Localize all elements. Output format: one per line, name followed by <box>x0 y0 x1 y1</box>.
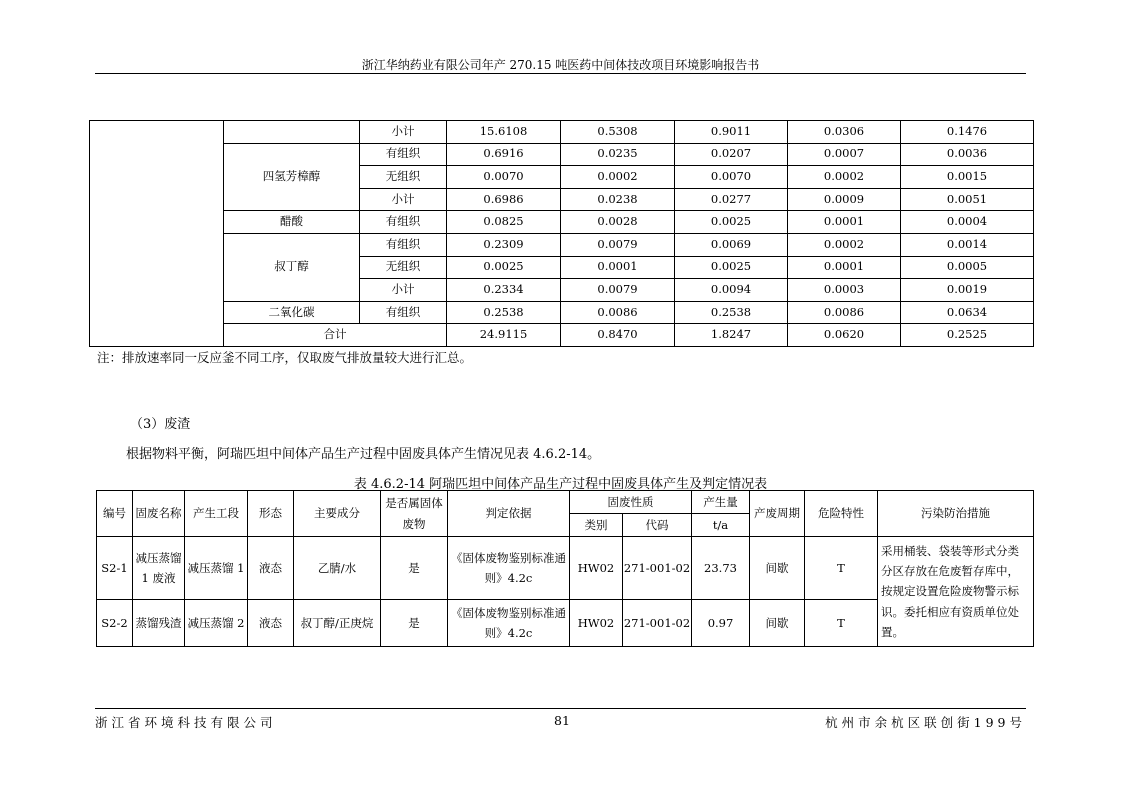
header-component: 主要成分 <box>294 491 381 537</box>
cell-measures: 采用桶装、袋装等形式分类分区存放在危废暂存库中，按规定设置危险废物警示标识。委托相应有资质单位处置。 <box>878 537 1034 647</box>
cell-basis: 《固体废物鉴别标准通则》4.2c <box>448 537 570 600</box>
cell-code: S2-1 <box>97 537 133 600</box>
cell-form: 液态 <box>248 600 294 647</box>
value-cell: 0.0002 <box>788 233 901 256</box>
subtype-cell: 小计 <box>360 121 447 144</box>
value-cell: 0.0094 <box>675 279 788 302</box>
total-value: 0.8470 <box>561 324 675 347</box>
total-row <box>90 324 1034 347</box>
value-cell: 0.2538 <box>447 301 561 324</box>
value-cell: 0.0051 <box>901 188 1034 211</box>
cell-process: 减压蒸馏 2 <box>185 600 248 647</box>
header-measures: 污染防治措施 <box>878 491 1034 537</box>
header-form: 形态 <box>248 491 294 537</box>
value-cell: 0.0070 <box>675 166 788 189</box>
value-cell: 0.5308 <box>561 121 675 144</box>
value-cell: 15.6108 <box>447 121 561 144</box>
value-cell: 0.0001 <box>561 256 675 279</box>
cell-is-waste: 是 <box>381 600 448 647</box>
cell-process: 减压蒸馏 1 <box>185 537 248 600</box>
header-is-waste: 是否属固体废物 <box>381 491 448 537</box>
value-cell: 0.0005 <box>901 256 1034 279</box>
subtype-cell: 小计 <box>360 279 447 302</box>
value-cell: 0.0306 <box>788 121 901 144</box>
cell-component: 叔丁醇/正庚烷 <box>294 600 381 647</box>
solid-waste-table <box>96 490 1034 647</box>
subtype-cell: 无组织 <box>360 256 447 279</box>
value-cell: 0.1476 <box>901 121 1034 144</box>
header-name: 固废名称 <box>133 491 185 537</box>
emissions-table <box>89 120 1034 347</box>
section-heading: （3）废渣 <box>130 417 191 432</box>
cell-name: 蒸馏残渣 <box>133 600 185 647</box>
total-value: 24.9115 <box>447 324 561 347</box>
total-value: 0.2525 <box>901 324 1034 347</box>
cell-component: 乙腈/水 <box>294 537 381 600</box>
footer-address: 杭州市余杭区联创街199号 <box>825 715 1026 730</box>
value-cell: 0.9011 <box>675 121 788 144</box>
value-cell: 0.0025 <box>675 211 788 234</box>
value-cell: 0.0634 <box>901 301 1034 324</box>
value-cell: 0.2538 <box>675 301 788 324</box>
subtype-cell: 无组织 <box>360 166 447 189</box>
value-cell: 0.0825 <box>447 211 561 234</box>
value-cell: 0.0028 <box>561 211 675 234</box>
cell-hazard: T <box>805 600 878 647</box>
table-header-row <box>97 491 1034 514</box>
table-row <box>90 301 1034 324</box>
subtype-cell: 有组织 <box>360 211 447 234</box>
cell-category: HW02 <box>570 537 623 600</box>
body-paragraph: 根据物料平衡，阿瑞匹坦中间体产品生产过程中固废具体产生情况见表 4.6.2-14。 <box>126 447 601 462</box>
table-note: 注：排放速率同一反应釜不同工序，仅取废气排放量较大进行汇总。 <box>97 350 473 365</box>
value-cell: 0.0025 <box>447 256 561 279</box>
value-cell: 0.0207 <box>675 143 788 166</box>
table-row <box>90 233 1034 256</box>
header-category: 类别 <box>570 514 623 537</box>
page-number: 81 <box>554 713 570 728</box>
total-value: 1.8247 <box>675 324 788 347</box>
header-code2: 代码 <box>623 514 692 537</box>
subtype-cell: 有组织 <box>360 233 447 256</box>
table-row <box>97 537 1034 600</box>
cell-amount: 23.73 <box>692 537 750 600</box>
value-cell: 0.0036 <box>901 143 1034 166</box>
value-cell: 0.2334 <box>447 279 561 302</box>
cell-code: S2-2 <box>97 600 133 647</box>
value-cell: 0.0277 <box>675 188 788 211</box>
value-cell: 0.0004 <box>901 211 1034 234</box>
total-label: 合计 <box>224 324 447 347</box>
substance-cell: 四氢芳樟醇 <box>224 143 360 211</box>
header-period: 产废周期 <box>750 491 805 537</box>
header-code: 编号 <box>97 491 133 537</box>
cell-hazard: T <box>805 537 878 600</box>
cell-basis: 《固体废物鉴别标准通则》4.2c <box>448 600 570 647</box>
value-cell: 0.0238 <box>561 188 675 211</box>
header-basis: 判定依据 <box>448 491 570 537</box>
header-hazard: 危险特性 <box>805 491 878 537</box>
header-amount: 产生量 <box>692 491 750 514</box>
table-caption: 表 4.6.2-14 阿瑞匹坦中间体产品生产过程中固废具体产生及判定情况表 <box>353 477 768 492</box>
substance-cell: 叔丁醇 <box>224 233 360 301</box>
cell-code2: 271-001-02 <box>623 600 692 647</box>
value-cell: 0.0014 <box>901 233 1034 256</box>
footer-divider <box>95 708 1026 709</box>
substance-cell: 二氧化碳 <box>224 301 360 324</box>
value-cell: 0.0079 <box>561 279 675 302</box>
value-cell: 0.0002 <box>788 166 901 189</box>
value-cell: 0.0007 <box>788 143 901 166</box>
cell-amount: 0.97 <box>692 600 750 647</box>
table-row <box>90 211 1034 234</box>
subtype-cell: 小计 <box>360 188 447 211</box>
value-cell: 0.0079 <box>561 233 675 256</box>
cell-period: 间歇 <box>750 537 805 600</box>
value-cell: 0.0069 <box>675 233 788 256</box>
cell-code2: 271-001-02 <box>623 537 692 600</box>
cell-name: 减压蒸馏 1 废液 <box>133 537 185 600</box>
value-cell: 0.0001 <box>788 256 901 279</box>
header-unit: t/a <box>692 514 750 537</box>
header-divider <box>95 73 1026 74</box>
cell-form: 液态 <box>248 537 294 600</box>
subtype-cell: 有组织 <box>360 301 447 324</box>
value-cell: 0.0086 <box>561 301 675 324</box>
value-cell: 0.6916 <box>447 143 561 166</box>
header-nature: 固废性质 <box>570 491 692 514</box>
value-cell: 0.0019 <box>901 279 1034 302</box>
value-cell: 0.0025 <box>675 256 788 279</box>
value-cell: 0.0002 <box>561 166 675 189</box>
header-process: 产生工段 <box>185 491 248 537</box>
value-cell: 0.0009 <box>788 188 901 211</box>
empty-category-cell <box>90 121 224 347</box>
total-value: 0.0620 <box>788 324 901 347</box>
substance-cell <box>224 121 360 144</box>
cell-period: 间歇 <box>750 600 805 647</box>
value-cell: 0.0015 <box>901 166 1034 189</box>
cell-category: HW02 <box>570 600 623 647</box>
footer-company: 浙江省环境科技有限公司 <box>95 715 277 730</box>
value-cell: 0.2309 <box>447 233 561 256</box>
value-cell: 0.0003 <box>788 279 901 302</box>
table-row <box>90 143 1034 166</box>
value-cell: 0.0001 <box>788 211 901 234</box>
table-row <box>90 121 1034 144</box>
value-cell: 0.0086 <box>788 301 901 324</box>
value-cell: 0.6986 <box>447 188 561 211</box>
cell-is-waste: 是 <box>381 537 448 600</box>
value-cell: 0.0070 <box>447 166 561 189</box>
value-cell: 0.0235 <box>561 143 675 166</box>
substance-cell: 醋酸 <box>224 211 360 234</box>
subtype-cell: 有组织 <box>360 143 447 166</box>
document-header-title: 浙江华纳药业有限公司年产 270.15 吨医药中间体技改项目环境影响报告书 <box>361 58 760 72</box>
